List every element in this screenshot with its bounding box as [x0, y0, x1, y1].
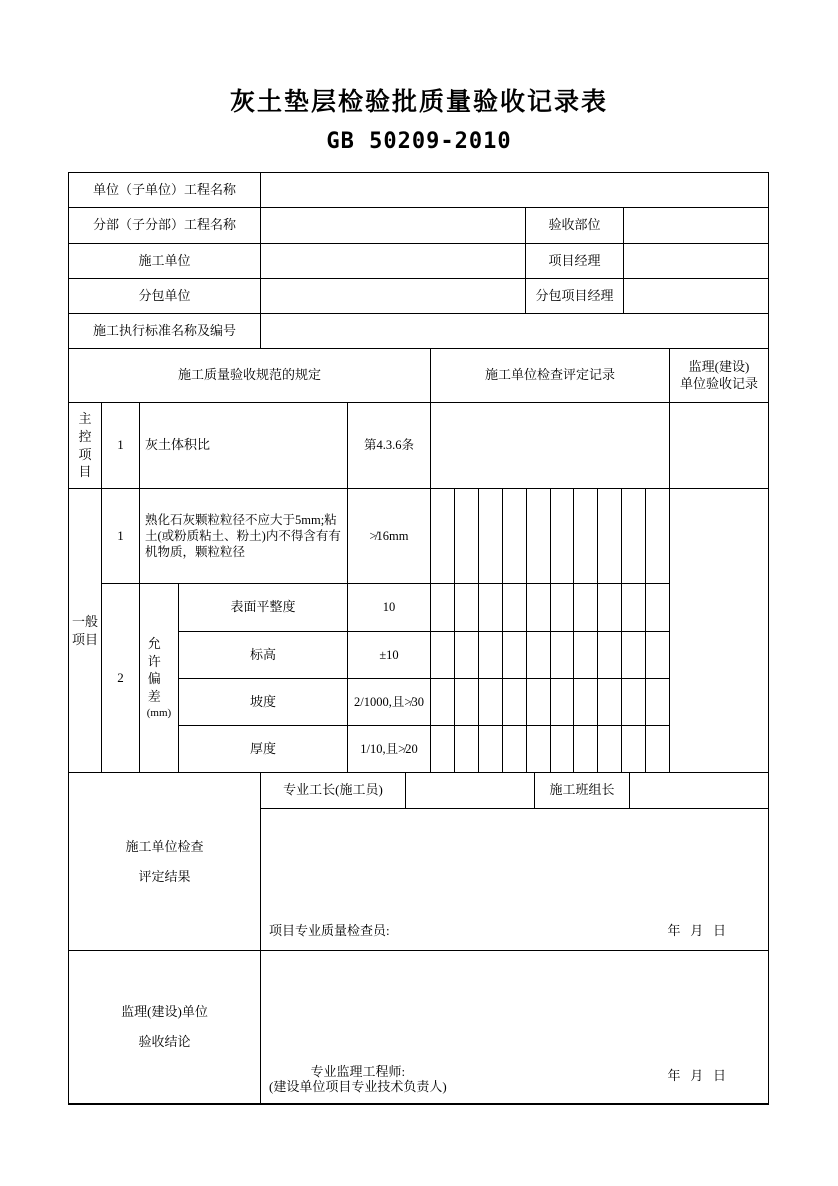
foreman-label-cell: [260, 772, 405, 808]
check-grid-cell[interactable]: [454, 632, 478, 678]
supervisor-label-line2: (建设单位项目专业技术负责人): [269, 1079, 447, 1095]
supervisor-label-line1: 专业监理工程师:: [310, 1063, 406, 1079]
main-control-category: 主控项目: [78, 411, 92, 480]
check-grid-cell[interactable]: [502, 584, 526, 631]
deviation-item-slope: 坡度: [249, 693, 276, 709]
check-grid-cell[interactable]: [454, 726, 478, 772]
check-grid-cell[interactable]: [573, 679, 597, 725]
deviation-value-elevation: ±10: [379, 647, 399, 662]
check-grid-cell[interactable]: [621, 584, 645, 631]
check-grid-cell[interactable]: [454, 489, 478, 583]
check-grid-cell[interactable]: [573, 489, 597, 583]
check-grid-cell[interactable]: [526, 584, 550, 631]
quality-checker-label: 项目专业质量检查员:: [269, 923, 390, 939]
general-row1-no: 1: [117, 527, 124, 543]
supervision-date: 年 月 日: [667, 1068, 726, 1084]
project-manager-value-cell[interactable]: [623, 243, 768, 278]
subsection-project-label-cell: [68, 207, 260, 243]
allowed-deviation-label: 允许偏差: [147, 636, 161, 704]
deviation-elevation-check-grid: [430, 631, 669, 678]
check-grid-cell[interactable]: [645, 679, 669, 725]
check-grid-cell[interactable]: [573, 632, 597, 678]
project-manager-label: 项目经理: [548, 252, 601, 268]
check-grid-cell[interactable]: [454, 679, 478, 725]
check-grid-cell[interactable]: [526, 489, 550, 583]
supervision-conclusion-label-cell: [68, 950, 260, 1103]
check-grid-cell[interactable]: [478, 584, 502, 631]
check-grid-cell[interactable]: [478, 679, 502, 725]
construction-unit-label: 施工单位: [138, 252, 191, 268]
deviation-value-flatness-cell: [347, 583, 430, 631]
subcontract-pm-label-cell: [525, 278, 623, 313]
form-title: 灰土垫层检验批质量验收记录表: [229, 89, 608, 116]
check-grid-cell[interactable]: [645, 726, 669, 772]
check-grid-cell[interactable]: [550, 584, 574, 631]
check-grid-cell[interactable]: [478, 489, 502, 583]
check-grid-cell[interactable]: [502, 632, 526, 678]
check-grid-cell[interactable]: [502, 726, 526, 772]
supervision-column-header-cell: [669, 348, 768, 402]
deviation-value-slope-cell: [347, 678, 430, 725]
construction-check-label-line1: 施工单位检查: [125, 838, 204, 854]
supervision-label-line2: 验收结论: [138, 1034, 191, 1049]
supervision-label-line1: 监理(建设)单位: [121, 1004, 208, 1020]
deviation-value-slope: 2/1000,且≯30: [354, 694, 424, 709]
check-grid-cell[interactable]: [502, 679, 526, 725]
check-grid-cell[interactable]: [597, 584, 621, 631]
unit-project-value-cell[interactable]: [260, 172, 768, 207]
exec-standard-value-cell[interactable]: [260, 313, 768, 348]
check-grid-cell[interactable]: [431, 489, 454, 583]
deviation-thickness-check-grid: [430, 725, 669, 772]
spec-column-header: 施工质量验收规范的规定: [177, 367, 321, 383]
general-row1-item-cell: [139, 488, 347, 583]
subcontract-unit-label: 分包单位: [138, 287, 191, 303]
check-grid-cell[interactable]: [431, 679, 454, 725]
check-grid-cell[interactable]: [645, 632, 669, 678]
acceptance-record-table: [68, 172, 769, 1105]
check-grid-cell[interactable]: [431, 584, 454, 631]
deviation-item-flatness: 表面平整度: [230, 599, 296, 615]
allowed-deviation-unit: (mm): [146, 707, 172, 720]
check-grid-cell[interactable]: [550, 632, 574, 678]
deviation-value-thickness-cell: [347, 725, 430, 772]
supervision-column-header: [680, 359, 758, 393]
deviation-item-thickness-cell: [178, 725, 347, 772]
main-control-requirement: 第4.3.6条: [363, 438, 414, 453]
deviation-item-flatness-cell: [178, 583, 347, 631]
general-row2-no: 2: [117, 669, 124, 685]
spec-column-header-cell: [68, 348, 430, 402]
deviation-flatness-check-grid: [430, 583, 669, 631]
construction-check-result-label-cell: [68, 772, 260, 950]
check-grid-cell[interactable]: [478, 726, 502, 772]
deviation-item-thickness: 厚度: [249, 740, 276, 756]
check-grid-cell[interactable]: [526, 726, 550, 772]
check-grid-cell[interactable]: [597, 632, 621, 678]
check-grid-cell[interactable]: [550, 679, 574, 725]
check-grid-cell[interactable]: [478, 632, 502, 678]
check-grid-cell[interactable]: [597, 726, 621, 772]
subcontract-unit-label-cell: [68, 278, 260, 313]
supervisor-signer-label: [269, 1064, 447, 1095]
exec-standard-label-cell: [68, 313, 260, 348]
deviation-item-elevation-cell: [178, 631, 347, 678]
check-grid-cell[interactable]: [454, 584, 478, 631]
check-grid-cell[interactable]: [573, 584, 597, 631]
general-row1-item: 熟化石灰颗粒粒径不应大于5mm;粘土(或粉质粘土、粉土)内不得含有有机物质，颗粒粒径: [145, 512, 341, 560]
main-control-row-no: 1: [117, 437, 124, 453]
unit-project-label: 单位（子单位）工程名称: [92, 181, 236, 197]
subsection-project-value-cell[interactable]: [260, 207, 525, 243]
check-grid-cell[interactable]: [621, 632, 645, 678]
construction-check-result-area[interactable]: [260, 808, 768, 950]
subcontract-pm-label: 分包项目经理: [535, 287, 614, 303]
foreman-value-cell[interactable]: [405, 772, 534, 808]
construction-unit-label-cell: [68, 243, 260, 278]
standard-code: GB 50209-2010: [326, 129, 512, 154]
foreman-label: 专业工长(施工员): [283, 782, 383, 798]
check-grid-cell[interactable]: [431, 632, 454, 678]
check-grid-cell[interactable]: [645, 489, 669, 583]
acceptance-part-label-cell: [525, 207, 623, 243]
main-control-item-cell: [139, 402, 347, 488]
check-grid-cell[interactable]: [621, 679, 645, 725]
crew-leader-value-cell[interactable]: [629, 772, 768, 808]
construction-check-date: 年 月 日: [667, 923, 726, 939]
main-control-item: 灰土体积比: [145, 437, 211, 453]
deviation-item-slope-cell: [178, 678, 347, 725]
check-grid-cell[interactable]: [431, 726, 454, 772]
check-grid-cell[interactable]: [550, 489, 574, 583]
check-grid-cell[interactable]: [597, 679, 621, 725]
allowed-deviation-group: [147, 635, 171, 720]
construction-unit-value-cell[interactable]: [260, 243, 525, 278]
subcontract-pm-value-cell[interactable]: [623, 278, 768, 313]
supervision-conclusion-label: [121, 997, 208, 1057]
main-control-check-record-cell[interactable]: [430, 402, 669, 488]
construction-check-label-line2: 评定结果: [138, 868, 191, 884]
general-row1-no-cell: [101, 488, 139, 583]
check-column-header: 施工单位检查评定记录: [484, 367, 615, 383]
construction-check-result-label: [125, 832, 203, 892]
main-control-requirement-cell: [347, 402, 430, 488]
acceptance-part-label: 验收部位: [548, 217, 601, 233]
crew-leader-label: 施工班组长: [549, 782, 615, 798]
check-grid-cell[interactable]: [550, 726, 574, 772]
subcontract-unit-value-cell[interactable]: [260, 278, 525, 313]
main-control-category-cell: [68, 402, 101, 488]
deviation-item-elevation: 标高: [249, 646, 276, 662]
check-grid-cell[interactable]: [621, 489, 645, 583]
general-row1-check-grid: [430, 488, 669, 583]
check-column-header-cell: [430, 348, 669, 402]
supervision-conclusion-area[interactable]: [260, 950, 768, 1103]
general-row2-no-cell: [101, 583, 139, 772]
check-grid-cell[interactable]: [597, 489, 621, 583]
unit-project-label-cell: [68, 172, 260, 207]
general-category-cell: [68, 488, 101, 772]
general-row1-requirement: ≯16mm: [369, 528, 409, 543]
allowed-deviation-group-cell: [139, 583, 178, 772]
check-grid-cell[interactable]: [502, 489, 526, 583]
check-grid-cell[interactable]: [573, 726, 597, 772]
crew-leader-label-cell: [534, 772, 629, 808]
check-grid-cell[interactable]: [645, 584, 669, 631]
check-grid-cell[interactable]: [526, 632, 550, 678]
deviation-value-thickness: 1/10,且≯20: [360, 741, 418, 756]
supervision-header-line2: 单位验收记录: [679, 375, 758, 391]
deviation-value-elevation-cell: [347, 631, 430, 678]
subsection-project-label: 分部（子分部）工程名称: [92, 217, 236, 233]
project-manager-label-cell: [525, 243, 623, 278]
general-category: 一般项目: [71, 613, 98, 647]
deviation-slope-check-grid: [430, 678, 669, 725]
check-grid-cell[interactable]: [526, 679, 550, 725]
main-control-supervision-record-cell[interactable]: [669, 402, 768, 488]
general-row1-requirement-cell: [347, 488, 430, 583]
general-supervision-record-cell[interactable]: [669, 488, 768, 772]
deviation-value-flatness: 10: [382, 600, 396, 615]
exec-standard-label: 施工执行标准名称及编号: [92, 322, 236, 338]
supervision-header-line1: 监理(建设): [688, 358, 750, 374]
check-grid-cell[interactable]: [621, 726, 645, 772]
main-control-row-no-cell: [101, 402, 139, 488]
acceptance-part-value-cell[interactable]: [623, 207, 768, 243]
